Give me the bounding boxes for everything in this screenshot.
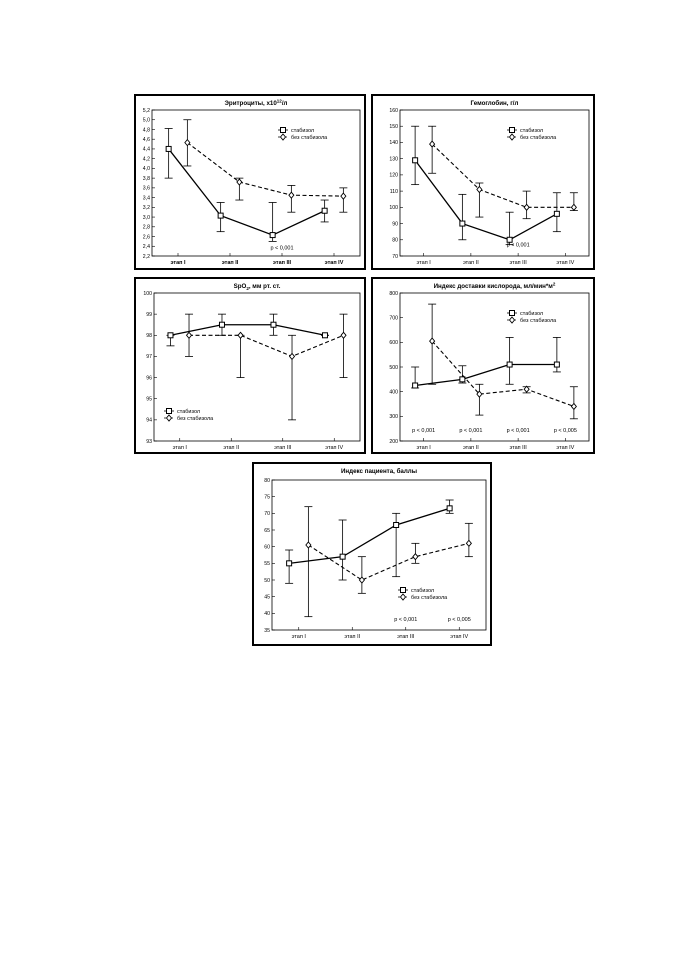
legend-label: без стабизола [411,595,448,601]
data-point [322,333,327,338]
y-tick-label: 4,0 [142,166,150,173]
series-line-stabizol [415,160,557,239]
y-tick-label: 75 [264,494,270,501]
erythrocytes-chart [134,94,366,270]
data-point [290,353,295,359]
y-tick-label: 98 [146,333,152,340]
data-point [413,554,418,560]
x-tick-label: этап IV [324,260,344,266]
series-line-without-stabizol [432,341,574,406]
y-tick-label: 700 [389,315,398,322]
x-tick-label: этап II [344,634,361,640]
series-line-stabizol [169,149,325,235]
legend-marker [281,128,286,133]
legend-marker [167,409,172,414]
y-tick-label: 5,2 [142,107,150,114]
data-point [341,193,346,199]
chart-title: SpO$_2$, мм рт. ст. [233,283,281,291]
data-point [218,213,223,218]
x-tick-label: этап III [397,634,415,640]
p-value-label: p < 0,001 [459,428,483,434]
y-tick-label: 3,4 [142,195,150,202]
data-point [554,211,559,216]
data-point [394,523,399,528]
y-tick-label: 40 [264,611,270,618]
y-tick-label: 70 [264,511,270,518]
x-tick-label: этап III [274,445,292,451]
data-point [571,204,576,210]
series-line-without-stabizol [432,144,574,207]
y-tick-label: 200 [389,438,398,445]
legend-label: без стабизола [520,135,557,141]
y-tick-label: 100 [143,290,152,297]
y-tick-label: 160 [389,107,398,114]
data-point [237,179,242,185]
y-tick-label: 2,4 [142,244,150,251]
x-tick-label: этап II [223,445,240,451]
y-tick-label: 94 [146,417,152,424]
legend-label: стабизол [411,588,435,594]
x-tick-label: этап II [462,260,479,266]
legend-label: стабизол [177,409,201,415]
y-tick-label: 93 [146,438,152,445]
y-tick-label: 2,6 [142,234,150,241]
series-line-without-stabizol [189,335,344,356]
p-value-label: p < 0,005 [447,617,471,623]
data-point [571,403,576,409]
data-point [447,506,452,511]
series-line-stabizol [170,325,324,336]
legend-marker [510,134,515,140]
y-tick-label: 99 [146,311,152,318]
data-point [289,192,294,198]
x-tick-label: этап IV [556,445,575,451]
x-tick-label: этап III [509,445,527,451]
chart-title: Эритроциты, $х10^{12}/л$ [224,98,288,107]
y-tick-label: 4,4 [142,146,150,153]
y-tick-label: 140 [389,140,398,147]
data-point [460,221,465,226]
series-line-stabizol [289,508,450,563]
spo2-chart [134,277,366,454]
legend-label: стабизол [520,128,544,134]
y-tick-label: 35 [264,627,270,634]
legend-label: без стабизола [177,416,214,422]
x-tick-label: этап III [272,260,292,266]
y-tick-label: 70 [392,253,398,260]
x-tick-label: этап I [416,260,431,266]
legend-label: стабизол [520,311,544,317]
patient-index-chart [252,462,492,646]
y-tick-label: 60 [264,544,270,551]
y-tick-label: 3,6 [142,185,150,192]
x-tick-label: этап IV [325,445,344,451]
data-point [477,186,482,192]
y-tick-label: 50 [264,577,270,584]
series-line-without-stabizol [308,543,469,580]
y-tick-label: 600 [389,340,398,347]
y-tick-label: 80 [392,237,398,244]
legend-marker [281,134,286,140]
y-tick-label: 300 [389,414,398,421]
y-tick-label: 55 [264,561,270,568]
y-tick-label: 400 [389,389,398,396]
data-point [187,332,192,338]
y-tick-label: 90 [392,221,398,228]
y-tick-label: 45 [264,594,270,601]
x-tick-label: этап I [170,260,186,266]
plot-frame [272,480,486,630]
y-tick-label: 110 [389,188,398,195]
y-tick-label: 96 [146,375,152,382]
y-tick-label: 4,6 [142,137,150,143]
y-tick-label: 97 [146,354,152,361]
data-point [166,146,171,151]
y-tick-label: 5,0 [142,117,150,124]
data-point [554,362,559,367]
series-line-without-stabizol [187,143,343,197]
data-point [271,322,276,327]
y-tick-label: 2,8 [142,224,150,231]
x-tick-label: этап I [291,634,306,640]
data-point [524,204,529,210]
data-point [340,554,345,559]
data-point [413,158,418,163]
data-point [322,208,327,213]
y-tick-label: 3,0 [142,214,150,221]
p-value-label: p < 0,001 [412,428,436,434]
x-tick-label: этап II [462,445,479,451]
data-point [507,362,512,367]
data-point [185,140,190,146]
data-point [287,561,292,566]
legend-marker [510,311,515,316]
x-tick-label: этап III [509,260,527,266]
data-point [219,322,224,327]
x-tick-label: этап IV [556,260,575,266]
plot-frame [152,110,360,256]
data-point [270,233,275,238]
y-tick-label: 100 [389,205,398,212]
p-value-label: p < 0,001 [506,428,530,434]
data-point [306,542,311,548]
y-tick-label: 4,2 [142,156,150,163]
legend-label: без стабизола [291,135,328,141]
legend-marker [167,415,172,421]
legend-marker [401,588,406,593]
legend-marker [401,594,406,600]
data-point [341,332,346,338]
p-value-label: p < 0,001 [270,245,294,252]
y-tick-label: 130 [389,156,398,163]
x-tick-label: этап I [172,445,187,451]
chart-title: Гемоглобин, г/л [470,100,519,107]
y-tick-label: 3,2 [142,205,150,212]
data-point [168,333,173,338]
y-tick-label: 2,2 [142,253,150,260]
legend-label: без стабизола [520,318,557,324]
p-value-label: p < 0,001 [394,617,418,623]
chart-title: Индекс пациента, баллы [340,468,418,475]
data-point [359,577,364,583]
p-value-label: p < 0,001 [506,242,530,249]
plot-frame [400,293,589,441]
chart-title: Индекс доставки кислорода, $мл/мин*м^2$ [433,281,556,290]
y-tick-label: 500 [389,364,398,371]
legend-marker [510,317,515,323]
data-point [238,332,243,338]
y-tick-label: 800 [389,290,398,297]
y-tick-label: 65 [264,527,270,534]
p-value-label: p < 0,005 [553,428,577,434]
legend-marker [510,128,515,133]
y-tick-label: 120 [389,172,398,179]
legend-label: стабизол [291,128,315,134]
y-tick-label: 95 [146,396,152,403]
hemoglobin-chart [371,94,595,270]
x-tick-label: этап I [416,445,431,451]
y-tick-label: 150 [389,124,398,131]
y-tick-label: 4,8 [142,127,150,134]
series-line-stabizol [415,365,557,386]
data-point [466,540,471,546]
y-tick-label: 3,8 [142,175,150,182]
oxygen-delivery-chart [371,277,595,454]
x-tick-label: этап IV [450,634,469,640]
y-tick-label: 80 [264,477,270,484]
x-tick-label: этап II [221,260,239,266]
data-point [413,383,418,388]
